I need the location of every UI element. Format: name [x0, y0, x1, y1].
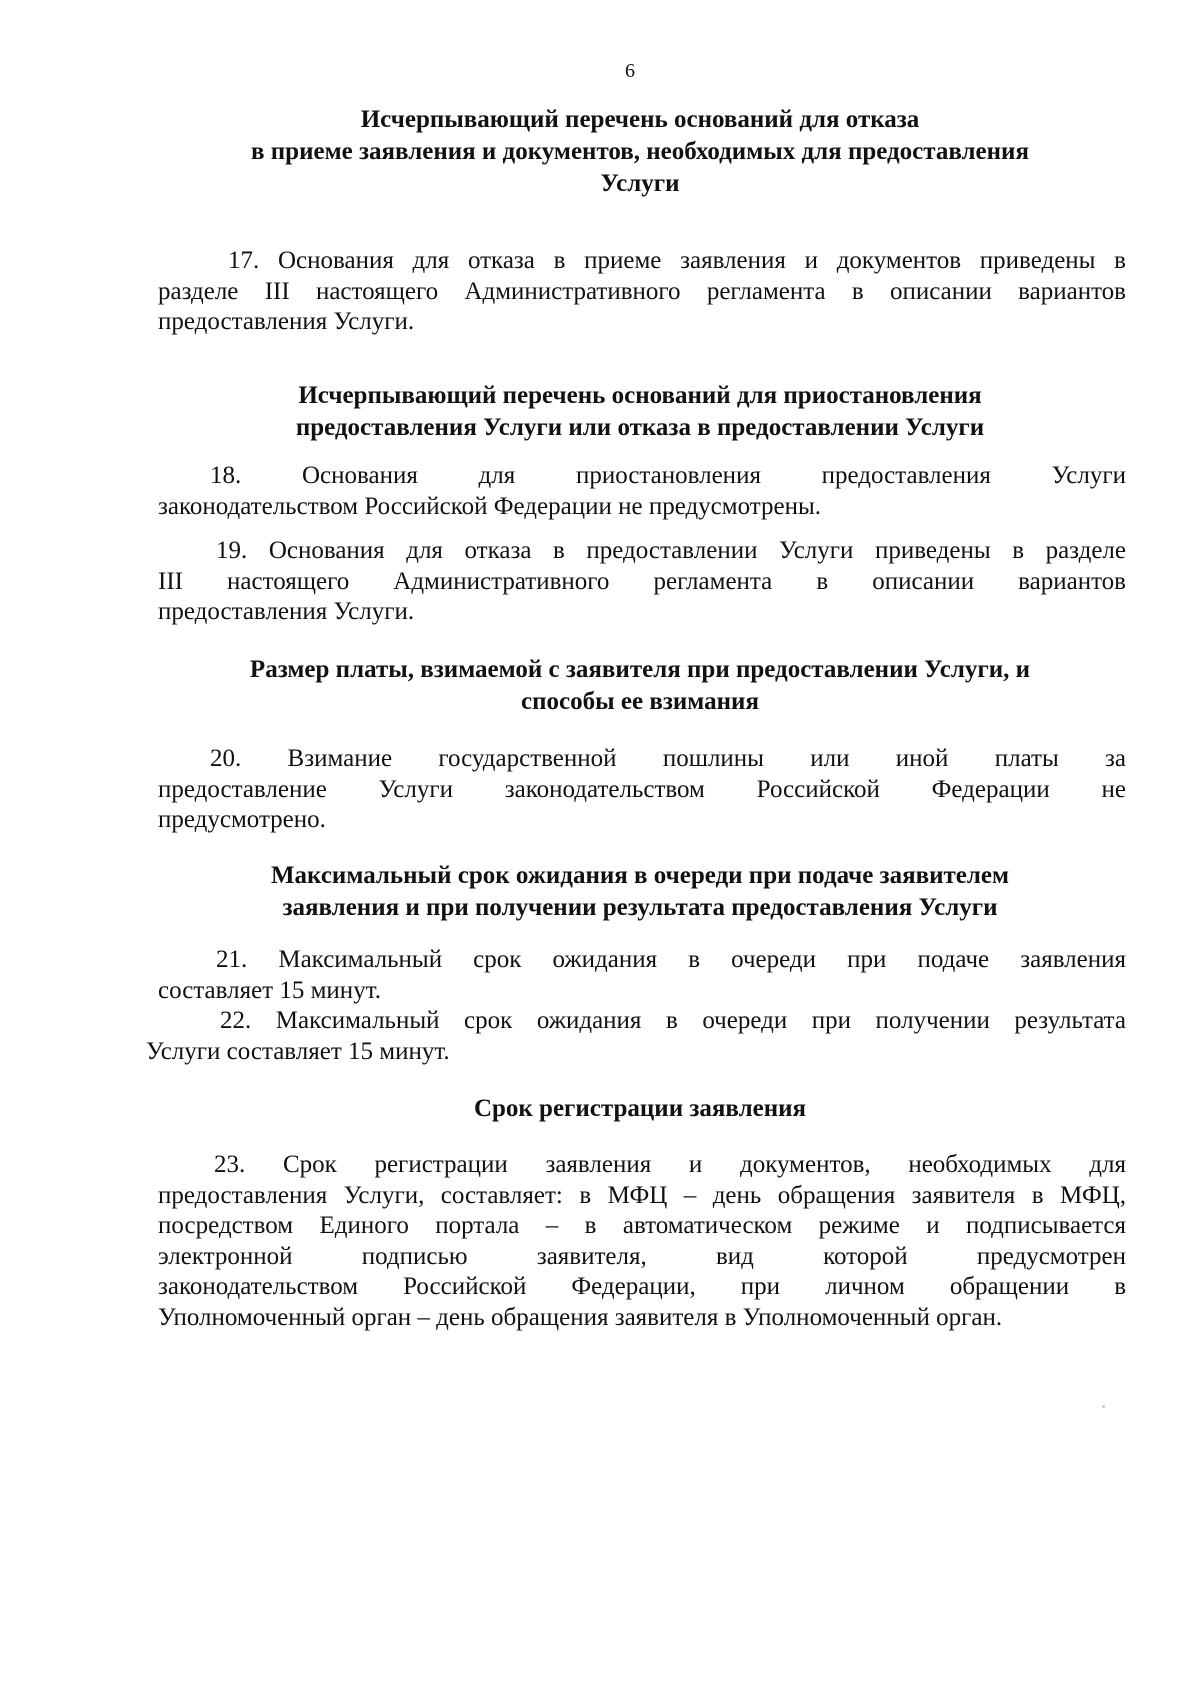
- heading-line: Максимальный срок ожидания в очереди при подаче заявителем: [270, 862, 1010, 889]
- paragraph-line: 22. Максимальный срок ожидания в очереди при получении результата: [220, 1007, 1126, 1034]
- heading-line: предоставления Услуги или отказа в предоставлении Услуги: [295, 414, 985, 441]
- section-heading-registration: [160, 1093, 1120, 1125]
- heading-line: Исчерпывающий перечень оснований для приостановления: [298, 382, 982, 409]
- scan-speck: [1102, 1405, 1105, 1408]
- paragraph-line: 20. Взимание государственной пошлины или иной платы за: [210, 745, 1126, 772]
- paragraph-19: [158, 536, 1126, 628]
- section-heading-fee: [160, 654, 1120, 718]
- heading-line: Срок регистрации заявления: [473, 1095, 807, 1122]
- paragraph-18: [158, 461, 1126, 522]
- paragraph-line: составляет 15 минут.: [158, 976, 381, 1004]
- paragraph-line: предоставления Услуги, составляет: в МФЦ – день обращения заявителя в МФЦ,: [158, 1181, 1126, 1209]
- paragraph-20: [158, 744, 1126, 836]
- heading-line: в приеме заявления и документов, необходимых для предоставления: [251, 138, 1029, 165]
- paragraph-line: предоставление Услуги законодательством Российской Федерации не: [158, 775, 1126, 803]
- paragraph-line: Уполномоченный орган – день обращения заявителя в Уполномоченный орган.: [158, 1303, 1003, 1331]
- paragraph-line: 18. Основания для приостановления предоставления Услуги: [210, 462, 1126, 489]
- paragraph-line: 19. Основания для отказа в предоставлении Услуги приведены в разделе: [216, 537, 1126, 564]
- paragraph-line: законодательством Российской Федерации не предусмотрены.: [158, 492, 822, 520]
- paragraph-line: законодательством Российской Федерации, при личном обращении в: [158, 1273, 1126, 1300]
- section-heading-waiting-time: [160, 860, 1120, 924]
- paragraph-line: 17. Основания для отказа в приеме заявления и документов приведены в: [228, 247, 1126, 274]
- heading-line: Услуги: [600, 170, 680, 197]
- paragraph-line: Услуги составляет 15 минут.: [146, 1037, 450, 1065]
- heading-line: способы ее взимания: [521, 688, 759, 715]
- heading-line: заявления и при получении результата предоставления Услуги: [282, 894, 998, 921]
- paragraph-22: [146, 1006, 1126, 1067]
- section-heading-suspension: [160, 380, 1120, 444]
- paragraph-line: предоставления Услуги.: [158, 308, 415, 335]
- paragraph-21: [158, 945, 1126, 1006]
- paragraph-line: предоставления Услуги.: [158, 598, 415, 625]
- heading-line: Исчерпывающий перечень оснований для отказа: [360, 106, 920, 133]
- paragraph-line: III настоящего Административного регламента в описании вариантов: [158, 567, 1126, 595]
- paragraph-line: 21. Максимальный срок ожидания в очереди при подаче заявления: [216, 946, 1126, 973]
- heading-line: Размер платы, взимаемой с заявителя при предоставлении Услуги, и: [249, 656, 1031, 683]
- paragraph-line: электронной подписью заявителя, вид которой предусмотрен: [158, 1242, 1126, 1270]
- paragraph-line: 23. Срок регистрации заявления и документов, необходимых для: [214, 1151, 1126, 1178]
- page-number: 6: [625, 60, 635, 82]
- paragraph-line: посредством Единого портала – в автоматическом режиме и подписывается: [158, 1212, 1126, 1239]
- paragraph-line: предусмотрено.: [158, 806, 326, 833]
- paragraph-17: [158, 246, 1126, 338]
- paragraph-line: разделе III настоящего Административного регламента в описании вариантов: [158, 277, 1126, 305]
- section-heading-refusal-acceptance: [160, 104, 1120, 200]
- paragraph-23: [158, 1150, 1126, 1333]
